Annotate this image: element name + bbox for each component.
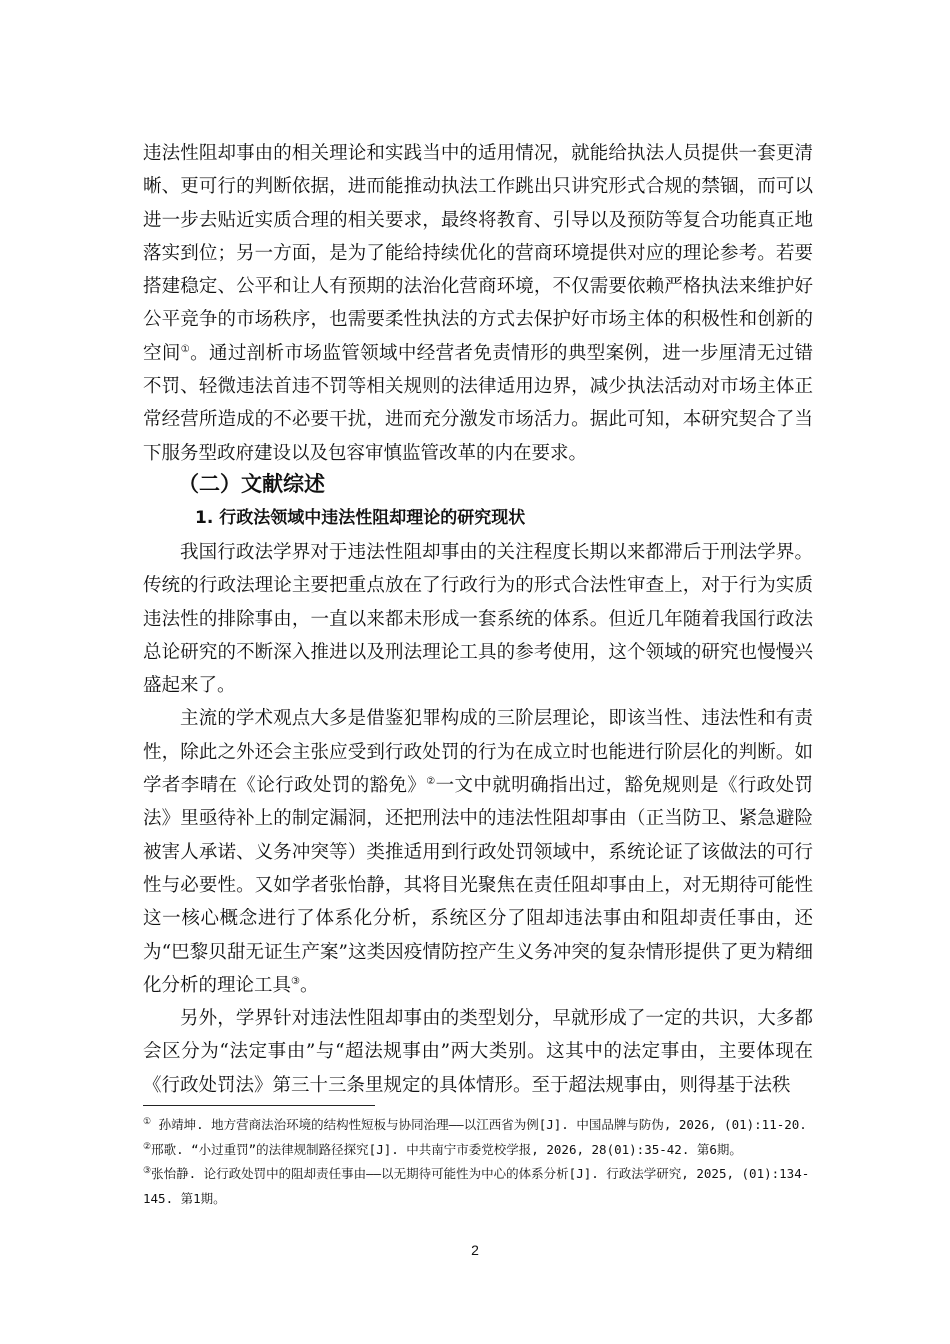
footnote-text-2: 邢歌. “小过重罚”的法律规制路径探究[J]. 中共南宁市委党校学报, 2026, 28(01):35-42. 第6期。 (151, 1141, 742, 1157)
footnote-1 (143, 1113, 813, 1138)
footnote-mark-2: ② (143, 1141, 152, 1152)
footnote-ref-3[interactable]: ③ (291, 975, 300, 987)
footnote-mark-1: ① (143, 1116, 152, 1127)
footnote-text-1: 孙靖坤. 地方营商法治环境的结构性短板与协同治理——以江西省为例[J]. 中国品牌与防伪, 2026, (01):11-20. (151, 1117, 807, 1132)
footnote-separator (143, 1105, 375, 1106)
footnote-ref-1[interactable]: ① (180, 343, 191, 355)
paragraph-3: 另外，学界针对违法性阻却事由的类型划分，早就形成了一定的共识，大多都会区分为“法定事由”与“超法规事由”两大类别。这其中的法定事由，主要体现在《行政处罚法》第三十三条里规定的具体情形。至于超法规事由，则得基于法秩 (143, 1008, 813, 1096)
footnote-2 (143, 1138, 813, 1163)
footnote-ref-2[interactable]: ② (426, 775, 436, 787)
paragraph-2-text-a: 主流的学术观点大多是借鉴犯罪构成的三阶层理论，即该当性、违法性和有责性，除此之外还会主张应受到行政处罚的行为在成立时也能进行阶层化的判断。如学者李晴在《论行政处罚的豁免》 (143, 708, 813, 797)
intro-paragraph (143, 137, 813, 470)
footnote-3 (143, 1162, 813, 1211)
intro-text-a: 违法性阻却事由的相关理论和实践当中的适用情况，就能给执法人员提供一套更清晰、更可行的判断依据，进而能推动执法工作跳出只讲究形式合规的禁锢，而可以进一步去贴近实质合理的相关要求，最终将教育、引导以及预防等复合功能真正地落实到位；另一方面，是为了能给持续优化的营商环境提供对应的理论参考。若要搭建稳定、公平和让人有预期的法治化营商环境，不仅需要依赖严格执法来维护好公平竞争的市场秩序，也需要柔性执法的方式去保护好市场主体的积极性和创新的空间 (143, 143, 813, 364)
section-heading: （二）文献综述 (178, 472, 325, 496)
footnote-text-3: 张怡静. 论行政处罚中的阻却责任事由——以无期待可能性为中心的体系分析[J]. 行政法学研究, 2025, (01):134-145. 第1期。 (143, 1166, 810, 1206)
footnote-mark-3: ③ (143, 1165, 152, 1176)
page-number: 2 (471, 1242, 479, 1258)
intro-text-b: 。通过剖析市场监管领域中经营者免责情形的典型案例，进一步厘清无过错不罚、轻微违法首违不罚等相关规则的法律适用边界，减少执法活动对市场主体正常经营所造成的不必要干扰，进而充分激发市场活力。据此可知，本研究契合了当下服务型政府建设以及包容审慎监管改革的内在要求。 (143, 342, 813, 464)
paragraph-1: 我国行政法学界对于违法性阻却事由的关注程度长期以来都滞后于刑法学界。传统的行政法理论主要把重点放在了行政行为的形式合法性审查上，对于行为实质违法性的排除事由，一直以来都未形成一套系统的体系。但近几年随着我国行政法总论研究的不断深入推进以及刑法理论工具的参考使用，这个领域的研究也慢慢兴盛起来了。 (143, 542, 813, 697)
subsection-heading: 1. 行政法领域中违法性阻却理论的研究现状 (195, 508, 526, 528)
paragraph-2-text-b: 一文中就明确指出过，豁免规则是《行政处罚法》里亟待补上的制定漏洞，还把刑法中的违法性阻却事由（正当防卫、紧急避险被害人承诺、义务冲突等）类推适用到行政处罚领域中，系统论证了该做法的可行性与必要性。又如学者张怡静，其将目光聚焦在责任阻却事由上，对无期待可能性这一核心概念进行了体系化分析，系统区分了阻却违法事由和阻却责任事由，还为“巴黎贝甜无证生产案”这类因疫情防控产生义务冲突的复杂情形提供了更为精细化分析的理论工具 (143, 775, 813, 996)
body-paragraphs (143, 536, 813, 1102)
footnotes (143, 1113, 813, 1211)
paragraph-2 (143, 702, 813, 1002)
paragraph-2-text-c: 。 (299, 974, 319, 996)
